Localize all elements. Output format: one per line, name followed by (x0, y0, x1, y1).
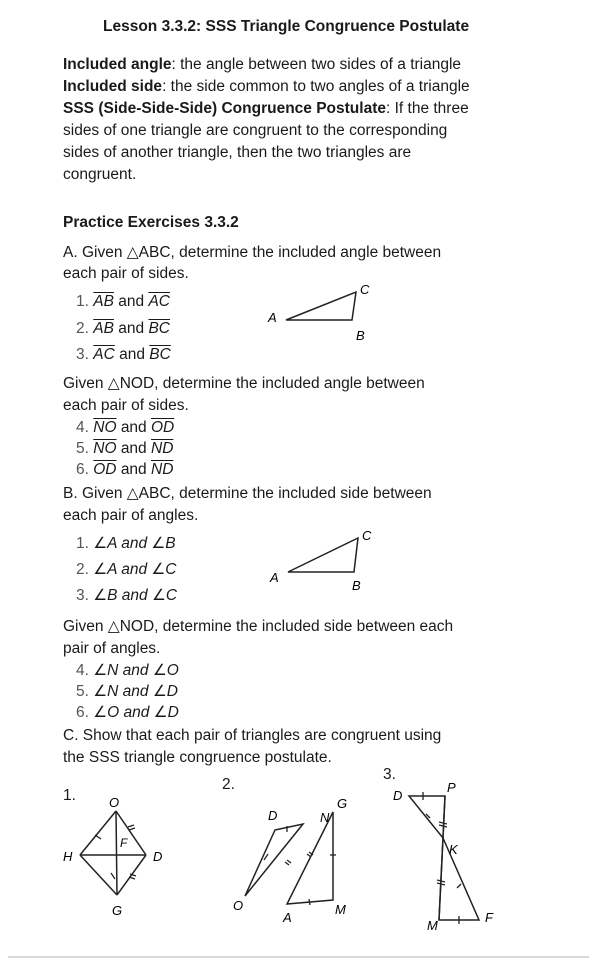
triangle-abc-figure (258, 522, 388, 594)
sss-text-line: sides of one triangle are congruent to the corresponding (63, 122, 448, 139)
vertex-label: C (360, 282, 370, 297)
figure-number: 3. (383, 766, 396, 783)
vertex-label: C (362, 528, 372, 543)
vertex-label: A (270, 570, 279, 585)
page-title: Lesson 3.3.2: SSS Triangle Congruence Postulate (103, 18, 470, 35)
list-item: 2. ∠A and ∠C (76, 561, 177, 578)
part-b-intro: each pair of angles. (63, 507, 199, 524)
figure-3-triangles (385, 778, 520, 938)
figure-1-triangles (55, 795, 190, 925)
sss-text-line: congruent. (63, 166, 137, 183)
vertex-label: O (109, 795, 120, 810)
part-b-intro: pair of angles. (63, 640, 161, 657)
vertex-label: G (337, 796, 348, 811)
part-a-intro: Given △NOD, determine the included angle between (63, 375, 425, 392)
page-divider (8, 956, 589, 958)
definition-sss-postulate: SSS (Side-Side-Side) Congruence Postulate: If the three (63, 100, 469, 117)
vertex-label: O (233, 898, 244, 913)
vertex-label: D (153, 849, 163, 864)
list-item: 3. ∠B and ∠C (76, 587, 178, 604)
vertex-label: D (268, 808, 278, 823)
list-item: 4. $\overline{NO}$ and $\overline{OD}$ (76, 419, 175, 436)
vertex-label: M (427, 918, 438, 933)
figure-number: 2. (222, 776, 235, 793)
vertex-label: K (449, 842, 458, 857)
part-a-intro: each pair of sides. (63, 265, 189, 282)
list-item: 6. $\overline{OD}$ and $\overline{ND}$ (76, 461, 174, 478)
part-b-intro: B. Given △ABC, determine the included side between (63, 485, 432, 502)
figure-2-triangles (225, 790, 375, 930)
vertex-label: D (393, 788, 403, 803)
part-c-intro: the SSS triangle congruence postulate. (63, 749, 332, 766)
definition-included-side: Included side: the side common to two angles of a triangle (63, 78, 470, 95)
vertex-label: M (335, 902, 346, 917)
part-a-intro: A. Given △ABC, determine the included angle between (63, 244, 442, 261)
vertex-label: P (447, 780, 456, 795)
vertex-label: B (352, 578, 361, 593)
list-item: 5. ∠N and ∠D (76, 683, 178, 700)
figure-number: 1. (63, 787, 76, 804)
vertex-label: F (120, 836, 128, 850)
triangle-abc-shape (288, 538, 358, 572)
vertex-label: H (63, 849, 73, 864)
practice-title: Practice Exercises 3.3.2 (63, 214, 239, 231)
vertex-label: G (112, 903, 123, 918)
list-item: 3. $\overline{AC}$ and $\overline{BC}$ (76, 346, 171, 363)
sss-text-line: sides of another triangle, then the two triangles are (63, 144, 412, 161)
vertex-label: B (356, 328, 365, 343)
list-item: 4. ∠N and ∠O (76, 662, 179, 679)
triangle-abc-figure (258, 278, 388, 348)
definition-included-angle: Included angle: the angle between two sides of a triangle (63, 56, 462, 73)
vertex-label: A (283, 910, 292, 925)
list-item: 6. ∠O and ∠D (76, 704, 179, 721)
triangle-abc-shape (286, 292, 356, 320)
vertex-label: N (320, 810, 330, 825)
list-item: 1. $\overline{AB}$ and $\overline{AC}$ (76, 293, 170, 310)
vertex-label: F (485, 910, 493, 925)
part-a-intro: each pair of sides. (63, 397, 189, 414)
list-item: 2. $\overline{AB}$ and $\overline{BC}$ (76, 320, 170, 337)
part-c-intro: C. Show that each pair of triangles are congruent using (63, 727, 442, 744)
vertex-label: A (268, 310, 277, 325)
part-b-intro: Given △NOD, determine the included side between each (63, 618, 454, 635)
list-item: 5. $\overline{NO}$ and $\overline{ND}$ (76, 440, 174, 457)
list-item: 1. ∠A and ∠B (76, 535, 176, 552)
